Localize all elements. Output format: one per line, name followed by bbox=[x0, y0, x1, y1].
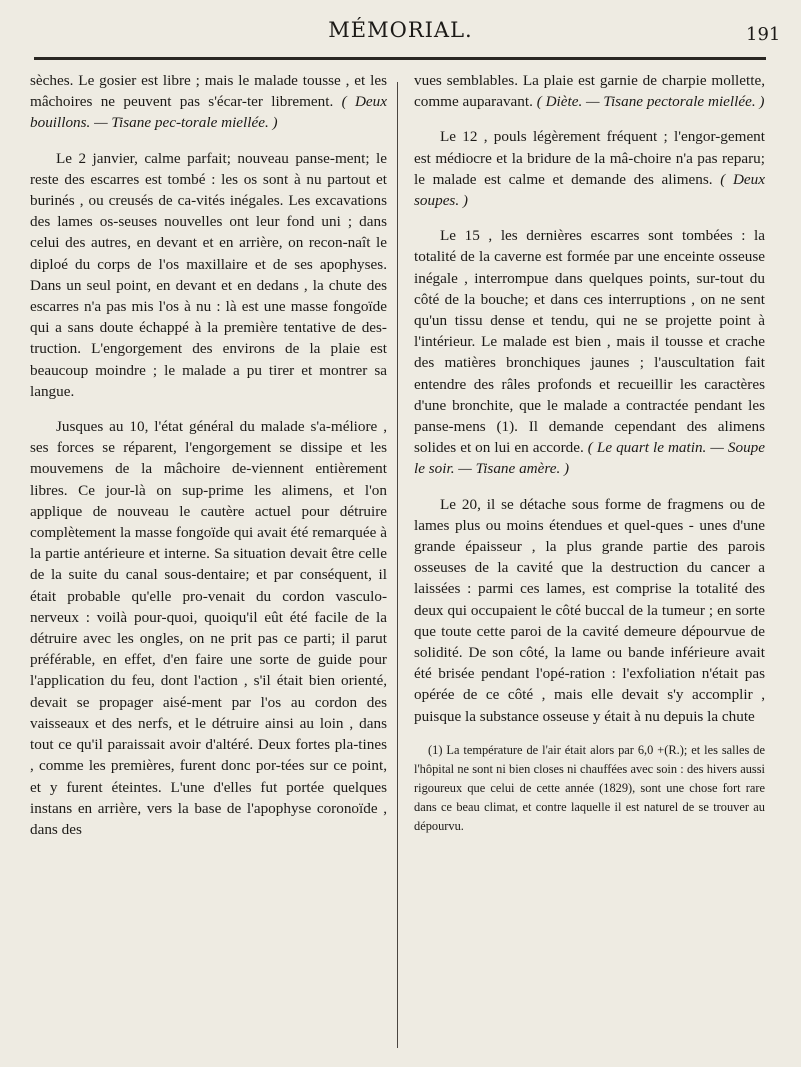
paragraph-text: Le 20, il se détache sous forme de fragmens ou de lames plus ou moins étendues et quel-ques - unes d'une grande épaisseur , la plus grande partie des parois osseuses de la cavité que la destruction du cancer a laissées : parmi ces lames, est comprise la totalité des deux qui occupaient le côté buccal de la tumeur ; en sorte que toute cette paroi de la cavité demeure dépourvue de solidité. De son côté, la lame ou bande inférieure avait été brisée pendant l'opé-ration : l'exfoliation n'était pas opérée de ce côté , mais elle devait s'y accomplir , puisque la substance osseuse y était à nu depuis la chute bbox=[414, 495, 765, 725]
left-column bbox=[30, 70, 387, 854]
column-separator bbox=[397, 82, 398, 1048]
diet-note: ( Le quart le matin. — Soupe le soir. — Tisane amère. ) bbox=[414, 439, 765, 478]
paragraph-text: Jusques au 10, l'état général du malade s'a-méliore , ses forces se réparent, l'engorgement se dissipe et les mouvemens de la mâchoire de-viennent entièrement libres. Ce jour-là on sup-prime les alimens, et l'on applique de nouveau le cautère actuel pour détruire complètement la masse fongoïde qui avait été remarquée à la partie antérieure et interne. Sa situation devait être celle de la suite du canal sous-dentaire; et par conséquent, il était probable qu'elle pro-venait du cordon vasculo-nerveux : voilà pour-quoi, quoiqu'il eût été facile de la détruire avec les ongles, on ne prit pas ce parti; il parut préférable, en effet, d'en faire une sorte de guide pour l'application du feu, dont l'action , s'il était bien orienté, devait se propager aisé-ment par l'os au cordon des vaisseaux et des nerfs, et le détruire ainsi au loin , dans tout ce qu'il paraissait avoir d'altéré. Deux fortes pla-tines , comme les premières, furent donc por-tées sur ce point, et y furent éteintes. L'une d'elles fut portée quelques instans en arrière, vers la base de l'apophyse coronoïde , dans des bbox=[30, 418, 387, 838]
right-column bbox=[414, 70, 765, 850]
paragraph-text: Le 12 , pouls légèrement fréquent ; l'engor-gement est médiocre et la bridure de la mâ-choire n'a pas reparu; le malade est calme et demande des alimens. bbox=[414, 128, 765, 188]
diet-note: ( Deux bouillons. — Tisane pec-torale miellée. ) bbox=[30, 93, 387, 132]
footnote: (1) La température de l'air était alors par 6,0 +(R.); et les salles de l'hôpital ne sont ni bien closes ni chauffées avec soin : des hivers aussi rigoureux que celui de cette année (1829), sont une chose fort rare dans ce beau climat, et contre laquelle il est naturel de se trouver au dépourvu. bbox=[414, 742, 765, 833]
paragraph bbox=[30, 148, 387, 402]
paragraph-text: Le 15 , les dernières escarres sont tombées : la totalité de la caverne est formée par une enceinte osseuse inégale , interrompue dans quelques points, sur-tout du côté de la bouche; et dans ces interruptions , on ne sent qu'un tissu dense et tendu, qui ne se projette point à l'intérieur. Le malade est bien , mais il tousse et crache des matières bronchiques jaunes ; l'auscultation fait entendre des râles profonds et recueillir les caractères d'une bronchite, que le malade a contractée pendant les panse-mens (1). Il demande cependant des alimens solides et on lui en accorde. bbox=[414, 227, 765, 457]
header-rule bbox=[34, 57, 766, 60]
paragraph bbox=[414, 494, 765, 727]
paragraph bbox=[414, 70, 765, 112]
paragraph-text: vues semblables. La plaie est garnie de charpie mollette, comme auparavant. bbox=[414, 72, 765, 111]
running-header-title: MÉMORIAL. bbox=[328, 18, 473, 42]
diet-note: ( Diète. — Tisane pectorale miellée. ) bbox=[536, 93, 765, 111]
page-number: 191 bbox=[746, 24, 781, 45]
paragraph-text: sèches. Le gosier est libre ; mais le malade tousse , et les mâchoires ne peuvent pas s'écar-ter librement. bbox=[30, 72, 387, 111]
paragraph bbox=[414, 225, 765, 479]
paragraph bbox=[30, 416, 387, 840]
paragraph bbox=[414, 126, 765, 211]
paragraph-text: Le 2 janvier, calme parfait; nouveau panse-ment; le reste des escarres est tombé : les os sont à nu partout et burinés , ou creusés de ca-vités inégales. Les excavations des lames os-seuses nouvelles ont leur fond uni ; dans celui des autres, en devant et en arrière, on recon-naît le diploé du corps de l'os maxillaire et de ses apophyses. Dans un seul point, en devant et en dedans , la chute des escarres n'a pas mis l'os à nu : là est une masse fongoïde qui a sans doute échappé à la première tentative de des-truction. L'engorgement des environs de la plaie est beaucoup moindre ; le malade a pu tirer et montrer sa langue. bbox=[30, 149, 387, 400]
paragraph bbox=[30, 70, 387, 134]
diet-note: ( Deux soupes. ) bbox=[414, 170, 765, 210]
